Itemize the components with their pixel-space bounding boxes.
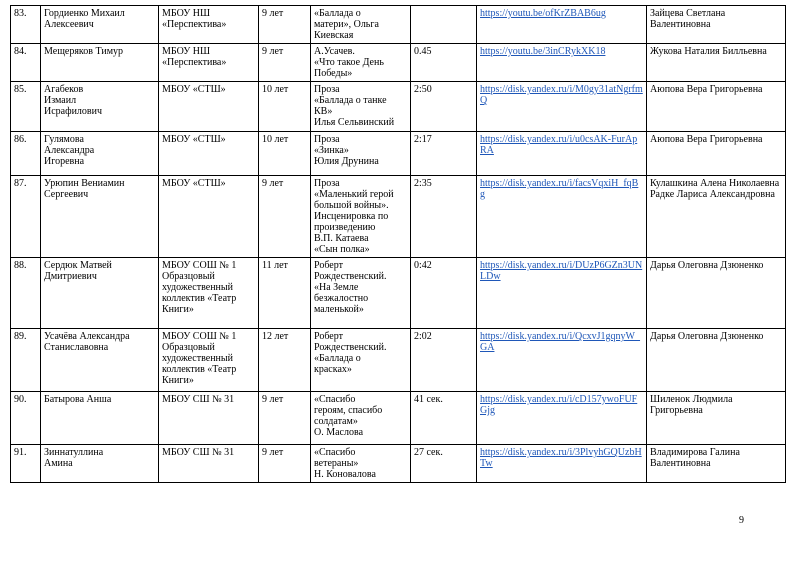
video-link[interactable]: https://disk.yandex.ru/i/3PlvyhGQUzbHTw	[480, 447, 642, 469]
cell-duration: 0.45	[411, 44, 477, 82]
table-row	[11, 44, 786, 82]
cell-performed-work: Проза «Маленький герой большой войны». Инсценировка по произведению В.П. Катаева «Сын полка»	[311, 176, 411, 258]
cell-teacher-name: Шиленок Людмила Григорьевна	[647, 392, 786, 445]
cell-participant-name: Батырова Анша	[41, 392, 159, 445]
cell-row-number: 85.	[11, 82, 41, 132]
cell-participant-age: 9 лет	[259, 44, 311, 82]
cell-duration: 2:50	[411, 82, 477, 132]
video-link[interactable]: https://disk.yandex.ru/i/DUzP6GZn3UNLDw	[480, 260, 643, 282]
video-link[interactable]: https://disk.yandex.ru/i/QcxvJ1gqnyW_GA	[480, 331, 640, 353]
table-row	[11, 132, 786, 176]
video-link[interactable]: https://disk.yandex.ru/i/u0csAK-FurApRA	[480, 134, 638, 156]
cell-duration: 41 сек.	[411, 392, 477, 445]
cell-participant-age: 9 лет	[259, 392, 311, 445]
cell-school-name: МБОУ СШ № 31	[159, 392, 259, 445]
cell-participant-name: Мещеряков Тимур	[41, 44, 159, 82]
cell-duration	[411, 6, 477, 44]
cell-row-number: 86.	[11, 132, 41, 176]
cell-participant-age: 9 лет	[259, 176, 311, 258]
cell-duration: 2:17	[411, 132, 477, 176]
cell-school-name: МБОУ СШ № 31	[159, 445, 259, 483]
video-link[interactable]: https://disk.yandex.ru/i/facsVqxiH_fqBg	[480, 178, 639, 200]
cell-performed-work: «Спасибо ветераны» Н. Коновалова	[311, 445, 411, 483]
cell-video-link	[477, 392, 647, 445]
cell-video-link	[477, 132, 647, 176]
table-row	[11, 176, 786, 258]
cell-video-link	[477, 258, 647, 329]
cell-performed-work: «Спасибо героям, спасибо солдатам» О. Маслова	[311, 392, 411, 445]
cell-school-name: МБОУ НШ «Перспектива»	[159, 44, 259, 82]
cell-teacher-name: Кулашкина Алена Николаевна Радке Лариса Александровна	[647, 176, 786, 258]
cell-video-link	[477, 176, 647, 258]
cell-teacher-name: Владимирова Галина Валентиновна	[647, 445, 786, 483]
cell-row-number: 88.	[11, 258, 41, 329]
table-row	[11, 258, 786, 329]
cell-row-number: 89.	[11, 329, 41, 392]
cell-row-number: 90.	[11, 392, 41, 445]
cell-participant-name: Сердюк Матвей Дмитриевич	[41, 258, 159, 329]
cell-video-link	[477, 44, 647, 82]
cell-row-number: 84.	[11, 44, 41, 82]
cell-school-name: МБОУ СОШ № 1 Образцовый художественный коллектив «Театр Книги»	[159, 258, 259, 329]
cell-school-name: МБОУ «СТШ»	[159, 132, 259, 176]
video-link[interactable]: https://disk.yandex.ru/i/M0gy31atNgrfmQ	[480, 84, 643, 106]
cell-video-link	[477, 6, 647, 44]
table-row	[11, 329, 786, 392]
cell-teacher-name: Аюпова Вера Григорьевна	[647, 132, 786, 176]
cell-teacher-name: Жукова Наталия Билльевна	[647, 44, 786, 82]
cell-school-name: МБОУ «СТШ»	[159, 176, 259, 258]
cell-teacher-name: Аюпова Вера Григорьевна	[647, 82, 786, 132]
page-number: 9	[739, 515, 744, 526]
cell-participant-name: Зиннатуллина Амина	[41, 445, 159, 483]
cell-performed-work: Проза «Зинка» Юлия Друнина	[311, 132, 411, 176]
cell-row-number: 87.	[11, 176, 41, 258]
cell-performed-work: А.Усачев. «Что такое День Победы»	[311, 44, 411, 82]
cell-participant-name: Усачёва Александра Станиславовна	[41, 329, 159, 392]
cell-school-name: МБОУ НШ «Перспектива»	[159, 6, 259, 44]
cell-participant-age: 9 лет	[259, 6, 311, 44]
cell-participant-name: Урюпин Вениамин Сергеевич	[41, 176, 159, 258]
cell-participant-age: 9 лет	[259, 445, 311, 483]
table-row	[11, 445, 786, 483]
video-link[interactable]: https://youtu.be/ofKrZBAB6ug	[480, 8, 606, 19]
cell-duration: 2:35	[411, 176, 477, 258]
video-link[interactable]: https://disk.yandex.ru/i/cD157ywoFUFGjg	[480, 394, 638, 416]
cell-teacher-name: Зайцева Светлана Валентиновна	[647, 6, 786, 44]
cell-teacher-name: Дарья Олеговна Дзюненко	[647, 258, 786, 329]
cell-participant-name: Агабеков Измаил Исрафилович	[41, 82, 159, 132]
cell-video-link	[477, 445, 647, 483]
cell-participant-age: 11 лет	[259, 258, 311, 329]
cell-row-number: 83.	[11, 6, 41, 44]
cell-participant-age: 12 лет	[259, 329, 311, 392]
cell-video-link	[477, 329, 647, 392]
cell-performed-work: Роберт Рождественский. «На Земле безжалостно маленькой»	[311, 258, 411, 329]
cell-video-link	[477, 82, 647, 132]
participants-table	[10, 5, 786, 483]
cell-school-name: МБОУ СОШ № 1 Образцовый художественный коллектив «Театр Книги»	[159, 329, 259, 392]
table-row	[11, 82, 786, 132]
cell-teacher-name: Дарья Олеговна Дзюненко	[647, 329, 786, 392]
video-link[interactable]: https://youtu.be/3inCRykXK18	[480, 46, 606, 57]
cell-row-number: 91.	[11, 445, 41, 483]
cell-participant-age: 10 лет	[259, 132, 311, 176]
cell-duration: 27 сек.	[411, 445, 477, 483]
cell-participant-name: Гулямова Александра Игоревна	[41, 132, 159, 176]
cell-performed-work: Роберт Рождественский. «Баллада о красках»	[311, 329, 411, 392]
cell-performed-work: Проза «Баллада о танке КВ» Илья Сельвинский	[311, 82, 411, 132]
cell-participant-age: 10 лет	[259, 82, 311, 132]
table-row	[11, 392, 786, 445]
cell-school-name: МБОУ «СТШ»	[159, 82, 259, 132]
table-row	[11, 6, 786, 44]
cell-duration: 2:02	[411, 329, 477, 392]
cell-duration: 0:42	[411, 258, 477, 329]
cell-participant-name: Гордиенко Михаил Алексеевич	[41, 6, 159, 44]
cell-performed-work: «Баллада о матери», Ольга Киевская	[311, 6, 411, 44]
